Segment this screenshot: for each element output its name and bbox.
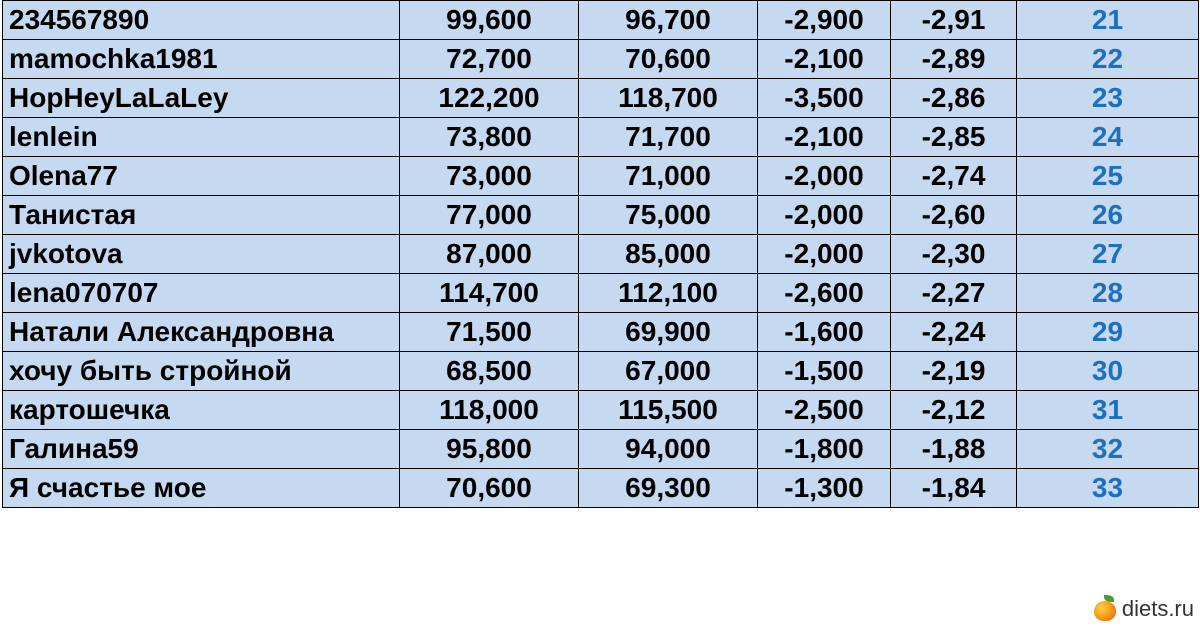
start-weight-cell: 77,000: [400, 196, 579, 235]
weight-change-cell: -2,000: [758, 157, 891, 196]
participant-name-cell: jvkotova: [3, 235, 400, 274]
place-cell: 27: [1017, 235, 1199, 274]
start-weight-cell: 72,700: [400, 40, 579, 79]
place-cell: 25: [1017, 157, 1199, 196]
weight-change-cell: -1,800: [758, 430, 891, 469]
weight-change-cell: -1,300: [758, 469, 891, 508]
current-weight-cell: 85,000: [579, 235, 758, 274]
place-cell: 33: [1017, 469, 1199, 508]
percent-change-cell: -1,88: [891, 430, 1017, 469]
start-weight-cell: 68,500: [400, 352, 579, 391]
weight-change-cell: -2,600: [758, 274, 891, 313]
percent-change-cell: -2,27: [891, 274, 1017, 313]
percent-change-cell: -2,19: [891, 352, 1017, 391]
start-weight-cell: 73,000: [400, 157, 579, 196]
weight-change-cell: -2,900: [758, 1, 891, 40]
current-weight-cell: 67,000: [579, 352, 758, 391]
site-watermark: [1092, 595, 1194, 623]
participant-name-cell: lenlein: [3, 118, 400, 157]
percent-change-cell: -2,85: [891, 118, 1017, 157]
percent-change-cell: -2,86: [891, 79, 1017, 118]
current-weight-cell: 75,000: [579, 196, 758, 235]
participant-name-cell: 234567890: [3, 1, 400, 40]
weight-change-cell: -1,600: [758, 313, 891, 352]
table-row: [3, 469, 1199, 508]
percent-change-cell: -2,30: [891, 235, 1017, 274]
table-row: [3, 196, 1199, 235]
weight-change-cell: -2,100: [758, 118, 891, 157]
place-cell: 23: [1017, 79, 1199, 118]
current-weight-cell: 70,600: [579, 40, 758, 79]
place-cell: 32: [1017, 430, 1199, 469]
start-weight-cell: 99,600: [400, 1, 579, 40]
table-row: [3, 313, 1199, 352]
place-cell: 29: [1017, 313, 1199, 352]
current-weight-cell: 94,000: [579, 430, 758, 469]
start-weight-cell: 122,200: [400, 79, 579, 118]
apple-icon: [1092, 595, 1118, 623]
place-cell: 22: [1017, 40, 1199, 79]
table-row: [3, 391, 1199, 430]
current-weight-cell: 118,700: [579, 79, 758, 118]
table-row: [3, 235, 1199, 274]
table-row: [3, 118, 1199, 157]
current-weight-cell: 115,500: [579, 391, 758, 430]
weight-change-cell: -2,500: [758, 391, 891, 430]
start-weight-cell: 87,000: [400, 235, 579, 274]
start-weight-cell: 118,000: [400, 391, 579, 430]
weight-change-cell: -2,000: [758, 196, 891, 235]
percent-change-cell: -2,60: [891, 196, 1017, 235]
table-row: [3, 40, 1199, 79]
percent-change-cell: -2,89: [891, 40, 1017, 79]
participant-name-cell: хочу быть стройной: [3, 352, 400, 391]
place-cell: 24: [1017, 118, 1199, 157]
weight-change-cell: -1,500: [758, 352, 891, 391]
start-weight-cell: 70,600: [400, 469, 579, 508]
current-weight-cell: 112,100: [579, 274, 758, 313]
start-weight-cell: 73,800: [400, 118, 579, 157]
place-cell: 30: [1017, 352, 1199, 391]
percent-change-cell: -2,74: [891, 157, 1017, 196]
current-weight-cell: 71,700: [579, 118, 758, 157]
percent-change-cell: -2,91: [891, 1, 1017, 40]
place-cell: 21: [1017, 1, 1199, 40]
table-row: [3, 157, 1199, 196]
participant-name-cell: mamochka1981: [3, 40, 400, 79]
participant-name-cell: lena070707: [3, 274, 400, 313]
place-cell: 31: [1017, 391, 1199, 430]
place-cell: 28: [1017, 274, 1199, 313]
current-weight-cell: 96,700: [579, 1, 758, 40]
percent-change-cell: -2,24: [891, 313, 1017, 352]
weight-change-cell: -2,100: [758, 40, 891, 79]
table-row: [3, 1, 1199, 40]
table-row: [3, 274, 1199, 313]
participant-name-cell: Я счастье мое: [3, 469, 400, 508]
weight-change-cell: -3,500: [758, 79, 891, 118]
percent-change-cell: -1,84: [891, 469, 1017, 508]
weight-change-cell: -2,000: [758, 235, 891, 274]
participant-name-cell: HopHeyLaLaLey: [3, 79, 400, 118]
place-cell: 26: [1017, 196, 1199, 235]
results-table-body: [3, 1, 1199, 508]
table-row: [3, 430, 1199, 469]
participant-name-cell: Танистая: [3, 196, 400, 235]
start-weight-cell: 114,700: [400, 274, 579, 313]
current-weight-cell: 69,300: [579, 469, 758, 508]
participant-name-cell: Галина59: [3, 430, 400, 469]
participant-name-cell: Натали Александровна: [3, 313, 400, 352]
table-row: [3, 352, 1199, 391]
watermark-text: diets.ru: [1121, 596, 1194, 621]
percent-change-cell: -2,12: [891, 391, 1017, 430]
start-weight-cell: 95,800: [400, 430, 579, 469]
table-row: [3, 79, 1199, 118]
participant-name-cell: Olena77: [3, 157, 400, 196]
participant-name-cell: картошечка: [3, 391, 400, 430]
current-weight-cell: 69,900: [579, 313, 758, 352]
results-table: [2, 0, 1199, 508]
start-weight-cell: 71,500: [400, 313, 579, 352]
current-weight-cell: 71,000: [579, 157, 758, 196]
